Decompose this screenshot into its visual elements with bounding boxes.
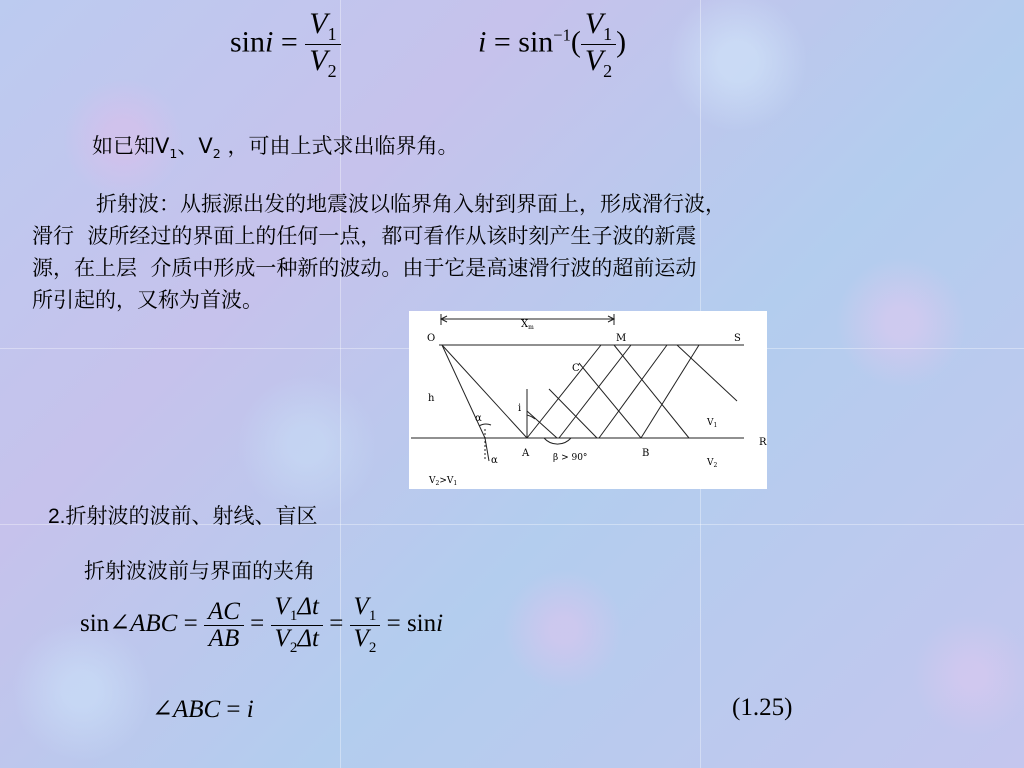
num-v: V [274,593,290,620]
transmitted-ray [485,438,489,461]
equation-number: (1.25) [732,694,793,721]
fraction-v1-v2 [581,8,616,81]
label-velocity-condition [428,476,457,487]
num-ac: AC [207,597,240,625]
var-i: i [265,25,274,59]
label-alpha-lower: α [491,455,498,466]
equals-sign: = [250,610,265,638]
section-title-text: 折射波的波前、射线、盲区 [65,504,318,528]
paragraph-line: 源，在上层 介质中形成一种新的波动。由于它是高速滑行波的超前运动 [32,256,697,280]
text-post: ，可由上式求出临界角。 [220,134,459,158]
refraction-diagram-svg [409,311,767,489]
right-paren: ) [616,25,627,59]
head-wave-ray [641,345,699,438]
equals-sign: = [183,610,198,638]
formula-sin-i [230,8,341,81]
label-s: S [734,333,741,344]
label-m: M [616,333,627,344]
den-v: V [353,625,369,653]
sin-fn: sin [406,610,437,638]
text-pre: 如已知 [92,134,155,158]
paragraph-line: 滑行 波所经过的界面上的任何一点，都可看作从该时刻产生子波的新震 [32,224,697,248]
equals-sign: = [280,25,298,59]
angle-abc: ∠ABC [109,610,178,638]
incident-ray-steep [442,345,485,438]
section-number: 2. [48,505,66,528]
formula-angle-equals-i [152,694,254,724]
v1-main: V [707,418,714,428]
v2-main: V [707,458,714,468]
head-wave-ray [599,345,667,438]
label-xm [521,319,534,331]
den-sub: 2 [368,640,377,657]
refraction-diagram [409,311,767,489]
num-sub: 1 [327,24,337,44]
v1-sub: 1 [713,422,718,429]
den-v: V [584,44,604,78]
num-sub: 1 [603,24,613,44]
formula-i-arcsin [478,8,626,81]
cond-v2: V [429,476,436,486]
label-v1 [706,418,717,429]
cond-sub2: 1 [453,480,458,487]
label-c: C [572,363,580,374]
wavefront-line [549,389,597,438]
v2-sub: 2 [713,462,718,469]
label-o: O [427,333,436,344]
wavefront-line [614,345,689,438]
num-v: V [309,7,328,40]
num-sub: 1 [289,608,298,624]
inverse-exponent: −1 [553,25,571,45]
equals-sign: = [226,696,241,723]
label-alpha-upper: α [475,413,482,424]
wavefront-line [527,411,557,438]
label-beta: β > 90° [553,453,588,463]
den-sub: 2 [289,640,298,657]
var-i: i [436,610,444,638]
label-i: i [518,403,522,414]
var-i: i [478,25,487,59]
beta-arc [544,438,571,444]
refraction-paragraph [32,188,952,316]
num-sub: 1 [368,608,377,624]
paragraph-line: 所引起的，又称为首波。 [32,288,263,312]
fraction-v1-v2 [350,594,381,657]
sin-fn: sin [230,25,266,59]
head-wave-ray [527,345,601,438]
fraction-v1-v2 [305,8,340,81]
formula-sin-abc [80,594,443,657]
num-v: V [353,593,369,620]
num-dt: Δt [297,593,319,620]
den-v: V [309,44,328,78]
head-wave-ray [559,345,631,438]
paragraph-line: 折射波：从振源出发的地震波以临界角入射到界面上，形成滑行波， [96,192,726,216]
var-i: i [246,696,254,723]
separator: 、 [177,134,199,158]
sin-fn: sin [518,25,554,59]
label-v2 [706,458,718,469]
label-a: A [522,448,530,459]
sin-fn: sin [80,610,110,638]
cond-gt: >V [439,476,454,486]
den-dt: Δt [297,625,319,653]
label-r: R [759,437,767,448]
fraction-ac-ab [204,599,244,653]
critical-angle-note [92,130,458,161]
num-v: V [584,7,604,40]
alpha-arc [479,424,491,426]
v1-sub: 1 [169,146,178,162]
v2-sub: 2 [212,146,221,162]
label-b: B [642,448,650,459]
v2: V [198,134,213,158]
label-h: h [428,393,435,404]
equals-sign: = [493,25,511,59]
section-2-title [48,500,318,530]
xm-sub: m [528,324,534,331]
den-sub: 2 [327,61,337,82]
equals-sign: = [386,610,401,638]
angle-abc: ∠ABC [152,696,221,723]
section-2-subtitle: 折射波波前与界面的夹角 [84,559,315,583]
xm-main: X [521,319,529,330]
den-sub: 2 [603,61,613,82]
equals-sign: = [329,610,344,638]
left-paren: ( [570,25,581,59]
wavefront-line [677,345,737,401]
den-v: V [274,625,290,653]
den-ab: AB [208,625,240,653]
v1: V [155,134,170,158]
fraction-v1dt-v2dt [271,594,323,657]
cond-sub1: 2 [435,480,440,487]
